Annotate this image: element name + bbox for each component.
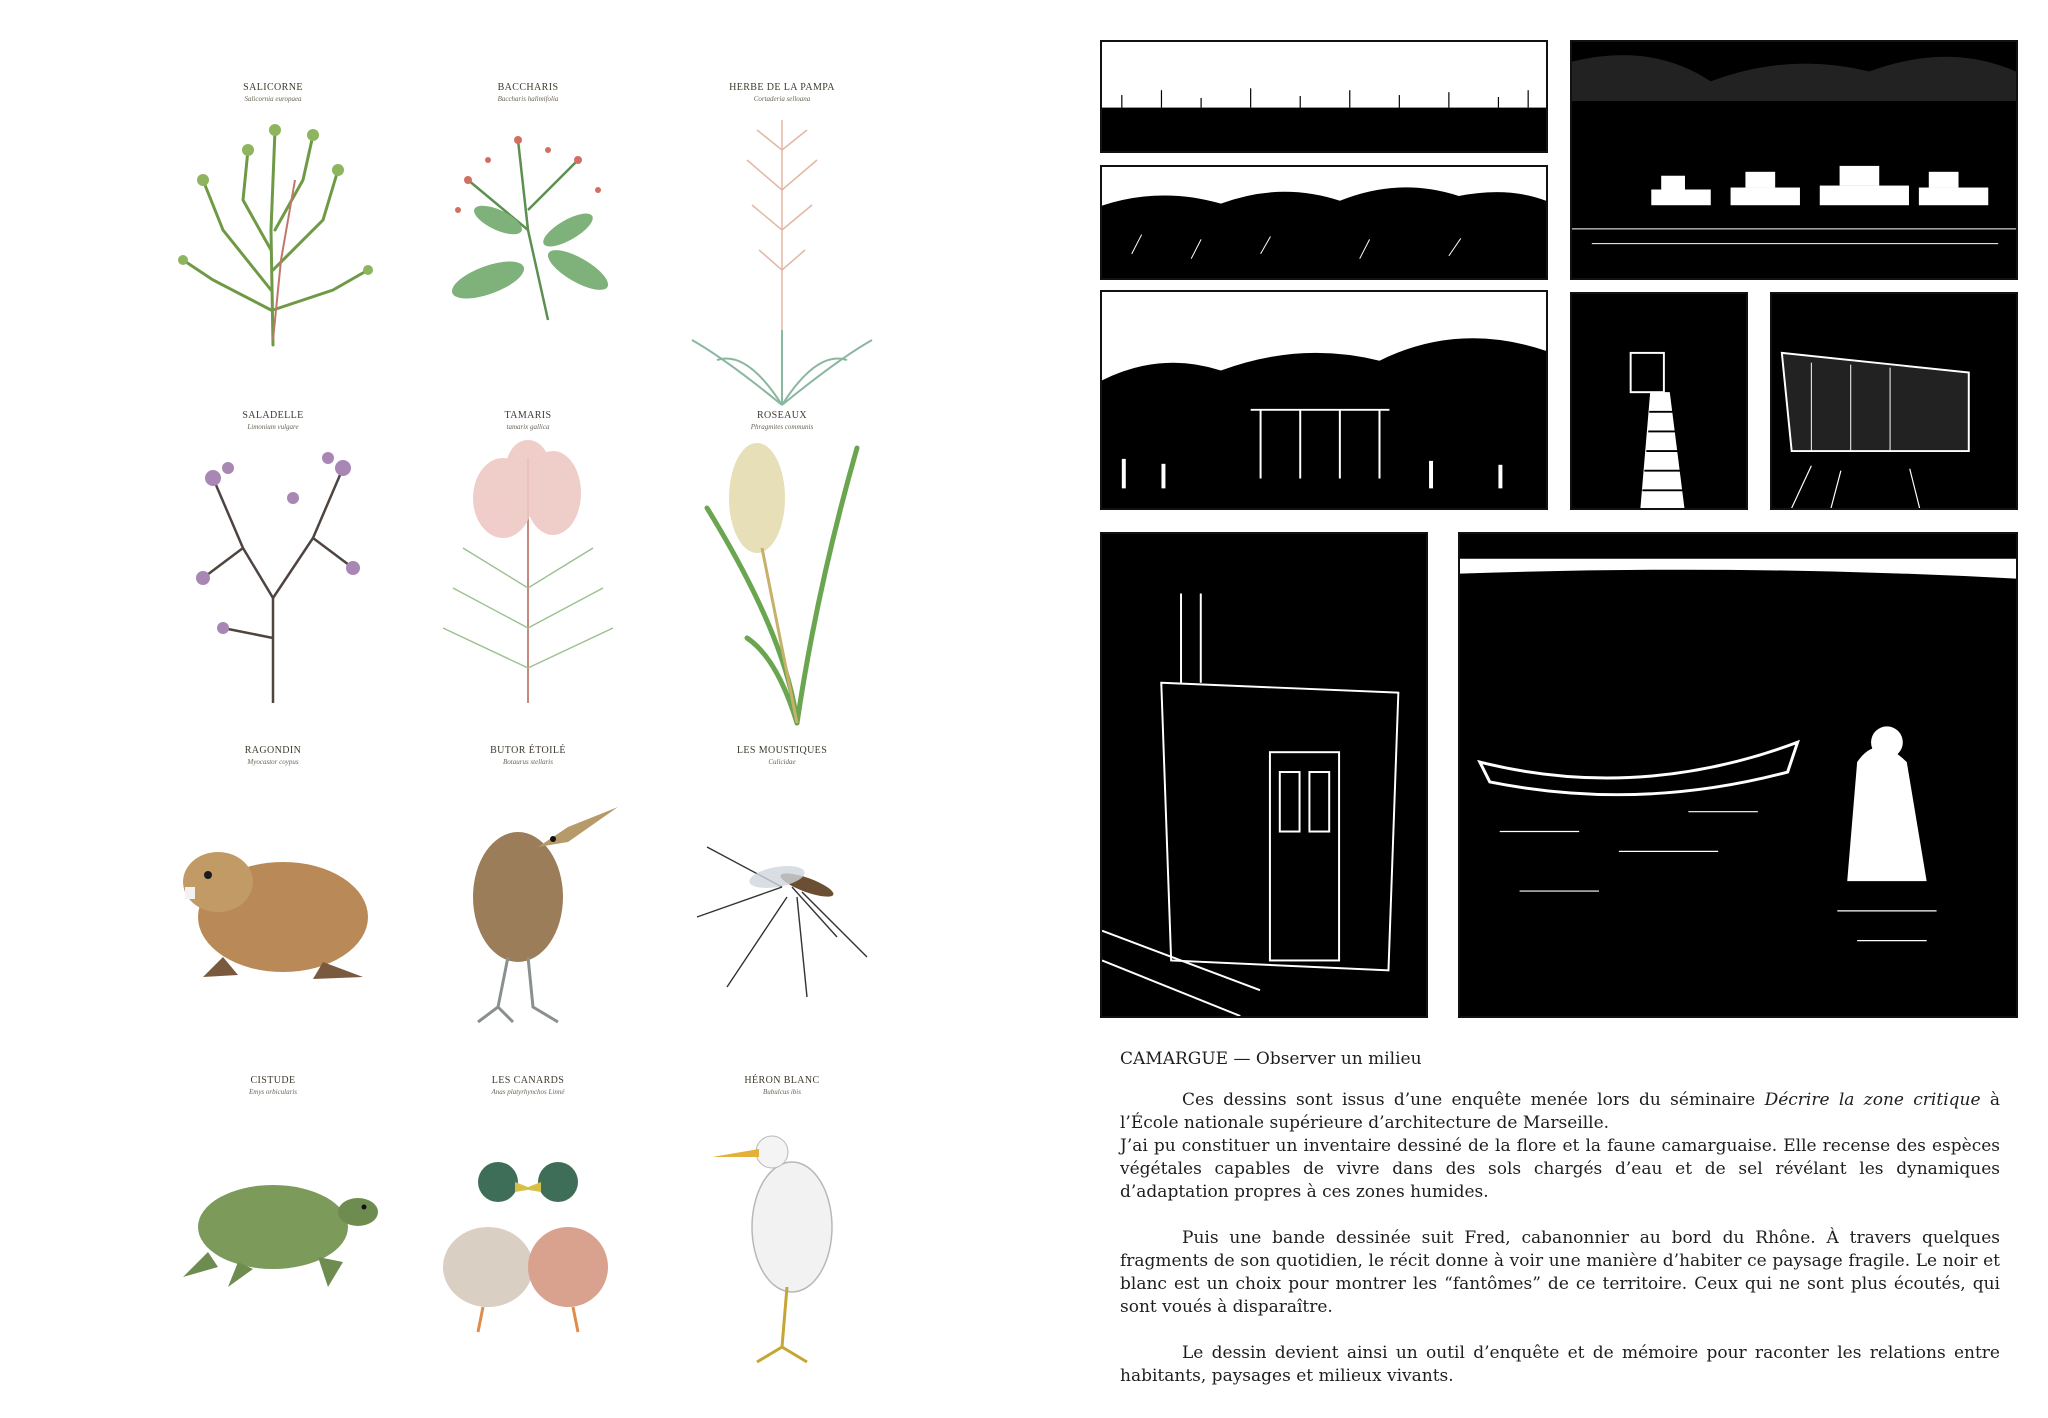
panel-shed-under-tree	[1770, 292, 2018, 510]
specimen-latin-name: tamarix gallica	[506, 423, 550, 431]
wader-boat-scene-icon	[1460, 534, 2016, 1016]
specimen-latin-name: Phragmites communis	[750, 423, 814, 431]
turtle-animal-icon	[168, 1157, 378, 1307]
specimen-title: HERBE DE LA PAMPA	[729, 82, 835, 93]
panel-stilt-cabin	[1100, 290, 1548, 510]
specimen-title: ROSEAUX	[756, 410, 808, 421]
paragraph-3-text: Le dessin devient ainsi un outil d’enquête et de mémoire pour raconter les relations entre habitants, paysages et milieux vivants.	[1120, 1343, 2000, 1386]
paragraph-1-before: Ces dessins sont issus d’une enquête menée lors du séminaire	[1182, 1090, 1765, 1110]
panel-cabin-doorway	[1100, 532, 1428, 1018]
specimen-title: CISTUDE	[250, 1075, 296, 1086]
docked-boats-scene-icon	[1572, 42, 2016, 278]
horizon-landscape-icon	[1102, 42, 1546, 151]
paragraph-1	[1120, 1089, 2000, 1204]
specimen-latin-name: Salicornia europaea	[244, 95, 302, 103]
paragraph-2	[1120, 1227, 2000, 1319]
specimen-latin-name: Botaurus stellaris	[503, 758, 553, 766]
paragraph-1-line-2: J’ai pu constituer un inventaire dessiné de la flore et la faune camarguaise. Elle recense des espèces végétales capables de vivre dans des sols chargés d’eau et de sel révélant les dynamiques d’adaptation propres à ces zones humides.	[1120, 1136, 2000, 1202]
panel-boardwalk-path	[1570, 292, 1748, 510]
specimen-les-moustiques	[632, 745, 932, 1007]
specimen-latin-name: Bubulcus ibis	[763, 1088, 801, 1096]
mosquito-insect-icon	[687, 827, 877, 1007]
reed-plant-icon	[687, 438, 877, 728]
specimen-latin-name: Cortaderia selloana	[753, 95, 811, 103]
baccharis-plant-icon	[428, 110, 628, 330]
specimen-title: TAMARIS	[504, 410, 552, 421]
specimen-title: RAGONDIN	[244, 745, 302, 756]
camargue-text	[1120, 1048, 2000, 1411]
seminar-title: Décrire la zone critique	[1764, 1090, 1981, 1110]
paragraph-2-text: Puis une bande dessinée suit Fred, cabanonnier au bord du Rhône. À travers quelques fragments de son quotidien, le récit donne à voir une manière d’habiter ce paysage fragile. Le noir et blanc est un choix pour montrer les “fantômes” de ce territoire. Ceux qui ne sont plus écoutés, qui sont voués à disparaître.	[1120, 1228, 2000, 1317]
specimen-title: LES CANARDS	[491, 1075, 565, 1086]
coypu-animal-icon	[163, 807, 383, 1007]
specimen-latin-name: Anas platyrhynchos Linné	[491, 1088, 565, 1096]
specimen-title: HÉRON BLANC	[744, 1075, 820, 1086]
cabin-doorway-scene-icon	[1102, 534, 1426, 1016]
panel-docked-boats	[1570, 40, 2018, 280]
specimen-herbe-de-la-pampa	[632, 82, 932, 410]
mallard-ducks-icon	[423, 1137, 633, 1337]
specimen-title: SALADELLE	[242, 410, 304, 421]
specimen-latin-name: Myocastor coypus	[247, 758, 299, 766]
specimen-title: LES MOUSTIQUES	[736, 745, 828, 756]
boardwalk-scene-icon	[1572, 294, 1746, 508]
saladelle-plant-icon	[183, 438, 363, 708]
specimen-heron-blanc	[632, 1075, 932, 1367]
panel-flat-horizon	[1100, 40, 1548, 153]
panel-reed-thicket	[1100, 165, 1548, 280]
specimen-title: BACCHARIS	[497, 82, 559, 93]
salicorne-plant-icon	[163, 110, 383, 350]
pampas-grass-icon	[687, 110, 877, 410]
shed-scene-icon	[1772, 294, 2016, 508]
section-title: CAMARGUE — Observer un milieu	[1120, 1049, 1422, 1069]
specimen-roseaux	[632, 410, 932, 728]
paragraph-1-after: à l’École nationale supérieure d’architecture de Marseille.	[1120, 1090, 2000, 1133]
specimen-latin-name: Emys orbicularis	[248, 1088, 298, 1096]
panel-wader-and-boat	[1458, 532, 2018, 1018]
specimen-latin-name: Culicidae	[768, 758, 796, 766]
egret-bird-icon	[687, 1117, 877, 1367]
tamaris-plant-icon	[423, 438, 633, 708]
bittern-bird-icon	[428, 787, 628, 1027]
specimen-latin-name: Baccharis halimifolia	[497, 95, 559, 103]
stilt-cabin-scene-icon	[1102, 292, 1546, 508]
specimen-title: BUTOR ÉTOILÉ	[490, 745, 566, 756]
specimen-title: SALICORNE	[243, 82, 303, 93]
specimen-latin-name: Limonium vulgare	[247, 423, 299, 431]
paragraph-3	[1120, 1342, 2000, 1388]
reed-thicket-scene-icon	[1102, 167, 1546, 278]
